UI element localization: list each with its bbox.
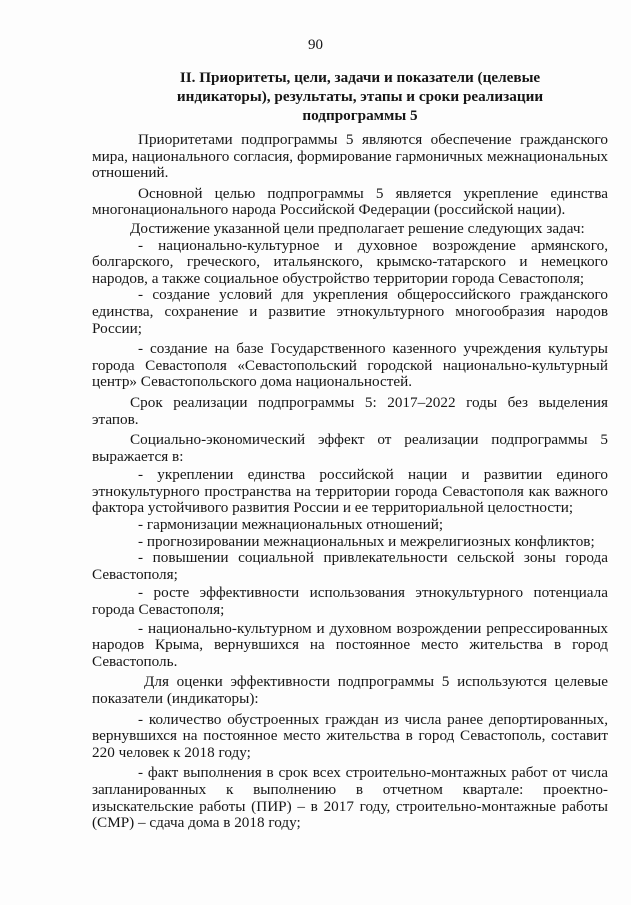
- heading-line: II. Приоритеты, цели, задачи и показатели (целевые: [179, 69, 541, 86]
- paragraph: Достижение указанной цели предполагает решение следующих задач:: [130, 219, 585, 237]
- paragraph: Социально-экономический эффект от реализации подпрограммы 5 выражается в:: [92, 431, 608, 465]
- list-item: - количество обустроенных граждан из числа ранее депортированных, вернувшихся на постоянное место жительства в город Севастополь, составит 220 человек к 2018 году;: [92, 710, 608, 761]
- paragraph: Приоритетами подпрограммы 5 являются обеспечение гражданского мира, национального согласия, формирование гармоничных межнациональных отношений.: [92, 131, 608, 182]
- list-item: - укреплении единства российской нации и развитии единого этнокультурного пространства на территории города Севастополя как важного фактора устойчивого развития России и ее территориальной целостности;: [92, 466, 608, 517]
- list-item: - прогнозировании межнациональных и межрелигиозных конфликтов;: [138, 532, 595, 550]
- list-item: - национально-культурном и духовном возрождении репрессированных народов Крыма, вернувшихся на постоянное место жительства в город Севастополь.: [92, 619, 608, 670]
- heading-line: подпрограммы 5: [302, 107, 418, 124]
- heading-line: индикаторы), результаты, этапы и сроки реализации: [176, 88, 544, 105]
- paragraph: Для оценки эффективности подпрограммы 5 используются целевые показатели (индикаторы):: [92, 673, 608, 707]
- list-item: - национально-культурное и духовное возрождение армянского, болгарского, греческого, итальянского, крымско-татарского и немецкого народов, а также социальное обустройство территории города Севастополя;: [92, 236, 608, 287]
- list-item: - гармонизации межнациональных отношений;: [138, 516, 444, 534]
- paragraph: Срок реализации подпрограммы 5: 2017–2022 годы без выделения этапов.: [92, 393, 608, 428]
- page-number: 90: [308, 37, 323, 53]
- list-item: - росте эффективности использования этнокультурного потенциала города Севастополя;: [92, 584, 608, 619]
- list-item: - создание на базе Государственного казенного учреждения культуры города Севастополя «Севастопольский городской национально-культурный центр» Севастопольского дома национальностей.: [92, 340, 608, 391]
- paragraph: Основной целью подпрограммы 5 является укрепление единства многонационального народа Российской Федерации (российской нации).: [92, 184, 608, 219]
- list-item: - повышении социальной привлекательности сельской зоны города Севастополя;: [92, 549, 608, 583]
- section-heading: [120, 68, 600, 125]
- body-text: [92, 132, 608, 832]
- list-item: - факт выполнения в срок всех строительно-монтажных работ от числа запланированных к выполнению в отчетном квартале: проектно-изыскательские работы (ПИР) – в 2017 году, строительно-монтажные работы (СМР) – сдача дома в 2018 году;: [92, 764, 608, 832]
- list-item: - создание условий для укрепления общероссийского гражданского единства, сохранение и развитие этнокультурного многообразия народов России;: [92, 286, 608, 337]
